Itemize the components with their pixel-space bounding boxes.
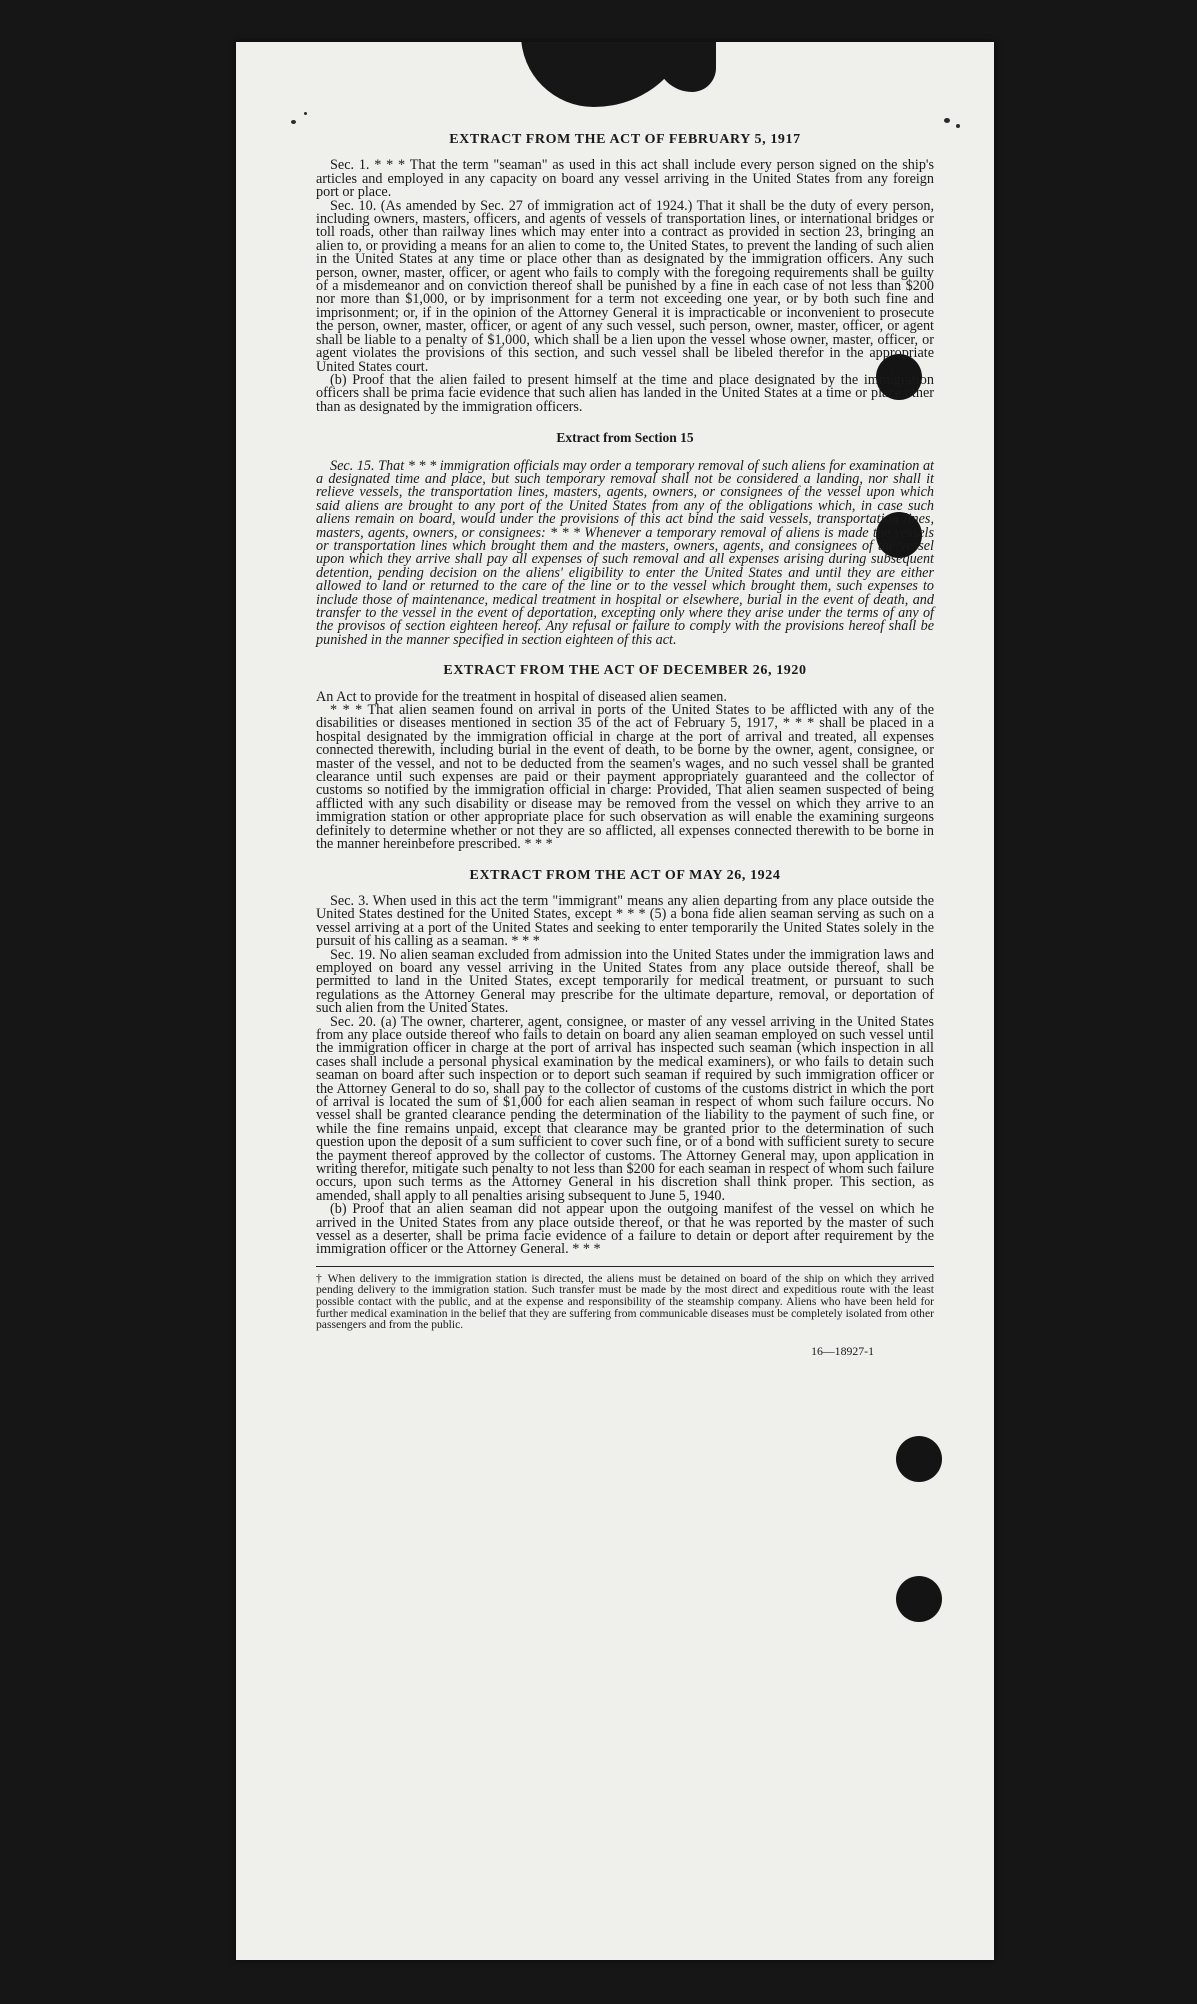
- section-19-paragraph: Sec. 19. No alien seaman excluded from admission into the United States under the immigration laws and employed on board any vessel arriving in the United States from any place outside thereof, shall be permitted to land in the United States, except temporarily for medical treatment, or pursuant to such regulations as the Attorney General may prescribe for the ultimate departure, removal, or deportation of such alien from the United States.: [316, 946, 934, 1017]
- punch-hole: [896, 1436, 942, 1482]
- act-1920-title: An Act to provide for the treatment in hospital of diseased alien seamen.: [316, 688, 727, 705]
- section-1-paragraph: Sec. 1. * * * That the term "seaman" as used in this act shall include every person signed on the ship's articles and employed in any capacity on board any vessel arriving in the United States from any foreign port or place.: [316, 157, 934, 201]
- section-20b-paragraph: (b) Proof that an alien seaman did not appear upon the outgoing manifest of the vessel on which he arrived in the United States from any place outside thereof, or that he was reported by the master of such vessel as a deserter, shall be prima facie evidence of a failure to detain or deport after requirement by the immigration officer or the Attorney General. * * *: [316, 1201, 934, 1258]
- section-20a-paragraph: Sec. 20. (a) The owner, charterer, agent, consignee, or master of any vessel arriving in the United States from any place outside thereof who fails to detain on board any alien seaman employed on such vessel until the immigration officer in charge at the port of arrival has inspected such seaman (which inspection in all cases shall include a personal physical examination by the medical examiners), or who fails to detain such seaman on board after such inspection or to deport such seaman if required by such immigration officer or the Attorney General to do so, shall pay to the collector of customs of the customs district in which the port of arrival is located the sum of $1,000 for each alien seaman in respect of whom such failure occurs. No vessel shall be granted clearance pending the determination of the liability to the payment of such fine, or while the fine remains unpaid, except that clearance may be granted prior to the determination of such question upon the deposit of a sum sufficient to cover such fine, or of a bond with sufficient surety to secure the payment thereof approved by the collector of customs. The Attorney General may, upon application in writing therefor, mitigate such penalty to not less than $200 for each seaman in respect of whom such failure occurs, upon such terms as the Attorney General in his discretion shall think proper. This section, as amended, shall apply to all penalties arising subsequent to June 5, 1940.: [316, 1013, 934, 1204]
- form-number: 16—18927-1: [811, 1343, 874, 1358]
- heading-act-1917: EXTRACT FROM THE ACT OF FEBRUARY 5, 1917: [449, 132, 801, 147]
- punch-hole: [896, 1576, 942, 1622]
- section-10b-paragraph: (b) Proof that the alien failed to present himself at the time and place designated by the immigration officers shall be prima facie evidence that such alien has landed in the United States at a time or place other than as designated by the immigration officers.: [316, 371, 934, 415]
- torn-edge-2: [656, 42, 716, 92]
- footnote-divider: [316, 1266, 934, 1267]
- speck: [956, 124, 960, 128]
- speck: [944, 118, 950, 123]
- section-15-paragraph: Sec. 15. That * * * immigration officials may order a temporary removal of such aliens for examination at a designated time and place, but such temporary removal shall not be considered a landing, nor shall it relieve vessels, the transportation lines, masters, agents, owners, or consignees of the vessel upon which said aliens are brought to any port of the United States from any of the obligations which, in case such aliens remain on board, would under the provisions of this act bind the said vessels, transportation lines, masters, agents, owners, or consignees: * * * Whenever a temporary removal of aliens is made the vessels or transportation lines which brought them and the masters, owners, agents, and consignees of the vessel upon which they arrive shall pay all expenses of such removal and all expenses arising during subsequent detention, pending decision on the aliens' eligibility to enter the United States and until they are either allowed to land or returned to the care of the line or to the vessel which brought them, such expenses to include those of maintenance, medical treatment in hospital or elsewhere, burial in the event of death, and transfer to the vessel in the event of deportation, excepting only where they arise under the terms of any of the provisos of section eighteen hereof. Any refusal or failure to comply with the provisions hereof shall be punished in the manner specified in section eighteen of this act.: [316, 457, 934, 648]
- footnote: † When delivery to the immigration station is directed, the aliens must be detained on board of the ship on which they arrived pending delivery to the immigration station. Such transfer must be made by the most direct and expeditious route with the least possible contact with the public, and at the expense and responsibility of the steamship company. Aliens who have been held for further medical examination in the belief that they are suffering from communicable diseases must be completely isolated from other passengers and from the public.: [316, 1271, 934, 1332]
- document-body: [316, 127, 934, 1358]
- subheading-section-15: Extract from Section 15: [556, 430, 694, 446]
- speck: [304, 112, 307, 115]
- document-page: [236, 42, 994, 1960]
- section-10-paragraph: Sec. 10. (As amended by Sec. 27 of immigration act of 1924.) That it shall be the duty of every person, including owners, masters, officers, and agents of vessels of transportation lines, or international bridges or toll roads, other than railway lines which may enter into a contract as provided in section 23, bringing an alien to, or providing a means for an alien to come to, the United States, to prevent the landing of such alien in the United States at any time or place other than as designated by the immigration officers. Any such person, owner, master, officer, or agent who fails to comply with the foregoing requirements shall be guilty of a misdemeanor and on conviction thereof shall be punished by a fine in each case of not less than $200 nor more than $1,000, or by imprisonment for a term not exceeding one year, or by both such fine and imprisonment; or, if in the opinion of the Attorney General it is impracticable or inconvenient to prosecute the person, owner, master, officer, or agent of any such vessel, such person, owner, master, officer, or agent shall be liable to a penalty of $1,000, which shall be a lien upon the vessel whose owner, master, officer, or agent violates the provisions of this section, and such vessel shall be libeled therefor in the appropriate United States court.: [316, 197, 934, 375]
- heading-act-1920: EXTRACT FROM THE ACT OF DECEMBER 26, 1920: [443, 663, 807, 679]
- act-1920-paragraph: * * * That alien seamen found on arrival in ports of the United States to be afflicted with any of the disabilities or diseases mentioned in section 35 of the act of February 5, 1917, * * * shall be placed in a hospital designated by the immigration official in charge at the port of arrival and treated, all expenses connected therewith, including burial in the event of death, to be borne by the owner, agent, consignee, or master of the vessel, and not to be deducted from the seamen's wages, and no such vessel shall be granted clearance until such expenses are paid or their payment appropriately guaranteed and the collector of customs so notified by the immigration official in charge: Provided, That alien seamen suspected of being afflicted with any such disability or disease may be removed from the vessel on which they arrive to an immigration station or other appropriate place for such observation as will enable the examining surgeons definitely to determine whether or not they are so afflicted, all expenses connected therewith to be borne in the manner hereinbefore prescribed. * * *: [316, 702, 934, 853]
- heading-act-1924: EXTRACT FROM THE ACT OF MAY 26, 1924: [469, 867, 781, 883]
- speck: [291, 120, 296, 124]
- section-3-paragraph: Sec. 3. When used in this act the term "immigrant" means any alien departing from any place outside the United States destined for the United States, except * * * (5) a bona fide alien seaman serving as such on a vessel arriving at a port of the United States and seeking to enter temporarily the United States solely in the pursuit of his calling as a seaman. * * *: [316, 892, 934, 950]
